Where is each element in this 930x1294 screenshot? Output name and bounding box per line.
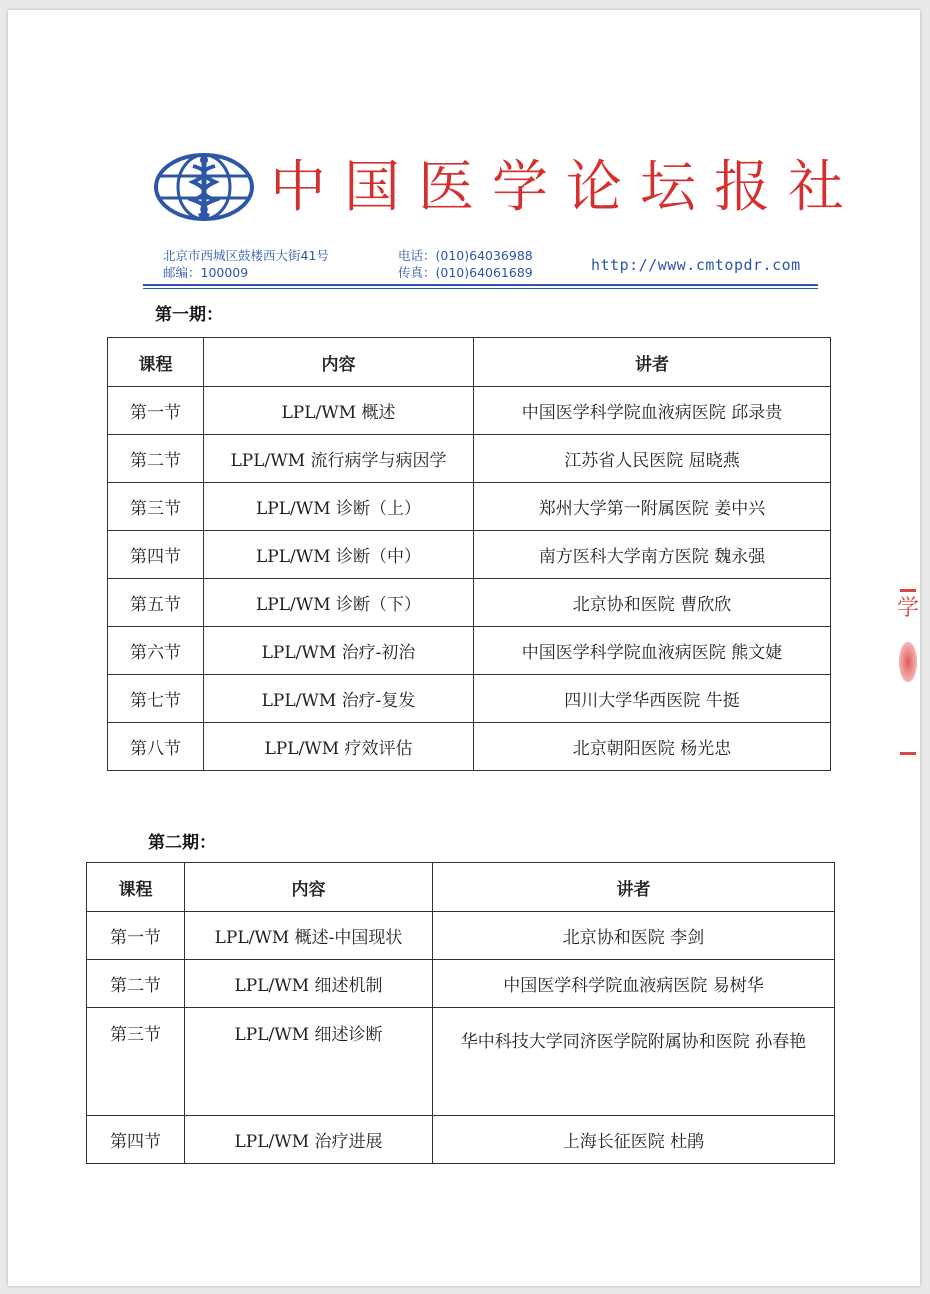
cell-course: 第四节 <box>108 531 204 579</box>
cell-content: LPL/WM 细述诊断 <box>185 1008 433 1116</box>
cell-speaker: 北京协和医院 李剑 <box>433 912 835 960</box>
header-speaker: 讲者 <box>433 863 835 912</box>
cell-speaker: 中国医学科学院血液病医院 熊文婕 <box>474 627 831 675</box>
cell-content: LPL/WM 疗效评估 <box>204 723 474 771</box>
cell-course: 第三节 <box>108 483 204 531</box>
cell-course: 第八节 <box>108 723 204 771</box>
cell-course: 第二节 <box>87 960 185 1008</box>
cell-content: LPL/WM 治疗进展 <box>185 1116 433 1164</box>
cell-course: 第三节 <box>87 1008 185 1116</box>
cell-course: 第七节 <box>108 675 204 723</box>
header-rule-thin <box>143 288 818 289</box>
table-header-row <box>108 338 831 387</box>
cell-speaker: 江苏省人民医院 屈晓燕 <box>474 435 831 483</box>
cell-content: LPL/WM 治疗-初治 <box>204 627 474 675</box>
header-phone: 电话：(010)64036988 <box>398 248 533 263</box>
cell-speaker: 中国医学科学院血液病医院 邱录贵 <box>474 387 831 435</box>
header-website: http://www.cmtopdr.com <box>591 256 801 274</box>
cell-content: LPL/WM 概述-中国现状 <box>185 912 433 960</box>
header-fax: 传真：(010)64061689 <box>398 265 533 280</box>
cell-course: 第四节 <box>87 1116 185 1164</box>
table-row <box>108 483 831 531</box>
cell-speaker: 中国医学科学院血液病医院 易树华 <box>433 960 835 1008</box>
cell-content: LPL/WM 治疗-复发 <box>204 675 474 723</box>
session1-table <box>107 337 831 771</box>
cell-course: 第一节 <box>87 912 185 960</box>
cell-content: LPL/WM 流行病学与病因学 <box>204 435 474 483</box>
header-postcode: 邮编：100009 <box>163 265 249 280</box>
cell-speaker: 上海长征医院 杜鹃 <box>433 1116 835 1164</box>
table-row <box>108 435 831 483</box>
session2-title: 第二期： <box>148 833 216 853</box>
cell-speaker: 南方医科大学南方医院 魏永强 <box>474 531 831 579</box>
cell-course: 第一节 <box>108 387 204 435</box>
cell-speaker: 北京朝阳医院 杨光忠 <box>474 723 831 771</box>
cell-speaker: 北京协和医院 曹欣欣 <box>474 579 831 627</box>
session2-table <box>86 862 835 1164</box>
session1-title: 第一期： <box>155 305 223 325</box>
table-row <box>108 579 831 627</box>
table-row <box>87 960 835 1008</box>
table-row <box>108 723 831 771</box>
table-row <box>108 531 831 579</box>
cell-speaker: 华中科技大学同济医学院附属协和医院 孙春艳 <box>433 1008 835 1116</box>
stamp-character: 学 <box>896 596 919 621</box>
table-row <box>87 1008 835 1116</box>
table-row <box>87 1116 835 1164</box>
cell-course: 第二节 <box>108 435 204 483</box>
header-course: 课程 <box>87 863 185 912</box>
table-row <box>87 912 835 960</box>
header-rule <box>143 284 818 286</box>
cell-content: LPL/WM 诊断（中） <box>204 531 474 579</box>
header-course: 课程 <box>108 338 204 387</box>
table-row <box>108 627 831 675</box>
cell-speaker: 郑州大学第一附属医院 姜中兴 <box>474 483 831 531</box>
organization-name: 中国医学论坛报社 <box>270 155 862 220</box>
table-row <box>108 675 831 723</box>
header-address: 北京市西城区鼓楼西大街41号 <box>163 248 329 263</box>
cell-content: LPL/WM 诊断（下） <box>204 579 474 627</box>
document-page <box>8 10 920 1286</box>
header-speaker: 讲者 <box>474 338 831 387</box>
seal-stamp-fragment <box>896 585 920 765</box>
header-content: 内容 <box>185 863 433 912</box>
cell-course: 第五节 <box>108 579 204 627</box>
table-row <box>108 387 831 435</box>
cell-content: LPL/WM 概述 <box>204 387 474 435</box>
caduceus-globe-logo-icon <box>153 152 255 222</box>
cell-content: LPL/WM 细述机制 <box>185 960 433 1008</box>
cell-speaker: 四川大学华西医院 牛挺 <box>474 675 831 723</box>
cell-course: 第六节 <box>108 627 204 675</box>
table-header-row <box>87 863 835 912</box>
cell-content: LPL/WM 诊断（上） <box>204 483 474 531</box>
header-content: 内容 <box>204 338 474 387</box>
